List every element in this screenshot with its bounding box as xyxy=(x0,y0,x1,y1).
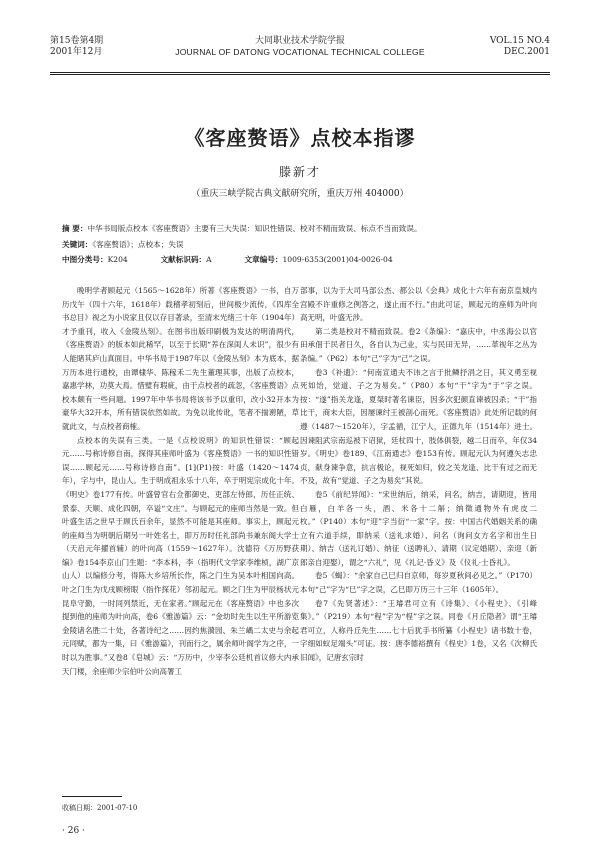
paragraph: 卷5《前纪异闻》：“宋世纳后，纳采，问名，纳吉，请期迎，皆用白雁，白羊各一头，酒、米各十二斛；纳徵通物外有虎皮二枚。”（P140）本句“迎”字当衍“一家”字。按：中国古代婚姻关系的确立有六道手续，即纳采（送礼求婚）、问名（询问女方名字和出生日期）、纳吉（送礼订婚）、纳征（送聘礼）、请期（议定婚期）、亲迎（新郎亲自迎娶），谓之“六礼”，见《礼记·昏义》及《仪礼·士昏礼》。 xyxy=(300,489,537,567)
paragraph: 卷3《补遗》：“何南宣通夫不讳之言于批鳞抒涓之日，其义勇至视死如饴，觉道、子之为易矣。”（P80）本句“干”字为“于”字之误。按：“遂”指关龙逢，夏桀时著名谏臣，因多次犯颜直谏被囚杀；“干”指比干，商末大臣，因屡谏纣王被剖心而死。《客座赘语》此处所记载的何遵（1487～1520年），字孟循，江宁人，正德九年（1514年）进士。因谏阻武宗南巡被下诏狱，廷杖四十，肢体俱裂，越二日而卒，年仅34岁。《明史》卷189、《江南通志》卷153有传。顾起元认为何遵矢志忠贞，献身谏争意，抗言极论，视死如归，较之关龙逢、比干有过之而无不及，故有“觉道、子之为易矣”其说。 xyxy=(300,367,537,486)
header-center xyxy=(50,36,550,58)
body-column-left xyxy=(62,284,299,794)
running-header xyxy=(50,36,550,74)
header-rule-thin xyxy=(50,74,550,75)
issue-number: 第15卷第4期 xyxy=(50,36,104,46)
clc-label: 中图分类号： xyxy=(62,255,108,264)
date-en: DEC.2001 xyxy=(503,47,550,57)
volume-en: VOL.15 NO.4 xyxy=(489,36,550,46)
received-date-footnote: 收稿日期：2001-07-10 xyxy=(62,804,138,812)
keywords-text: 《客座赘语》；点校本；失误 xyxy=(92,240,184,249)
keywords xyxy=(62,238,538,251)
doc-code-label: 文献标识码： xyxy=(160,255,207,264)
article-number-value: 1009-6353(2001)04-0026-04 xyxy=(282,255,393,264)
journal-title-cn: 大同职业技术学院学报 xyxy=(254,36,345,46)
body-column-right xyxy=(300,284,537,794)
article-author: 滕新才 xyxy=(278,165,321,179)
abstract-text: 中华书局版点校本《客座赘语》主要有三大失误：知识性错误、校对不精而致误、标点不当而致误。 xyxy=(87,224,422,233)
paragraph: 点校本的失误有三类。一是《点校说明》的知识性错误：“顾起元……号称诗修自南，探得其座师叶盛为《客座赘语》一书的知识性错误……顾起元……号称诗修自南”。[1](P1)按：叶盛（1420～1474年），字与中，昆山人。生于明成祖永乐十八年，卒于明宪宗成化十年。《明史》卷177有传。叶盛曾官右佥都御史、吏部左侍郎，历任正统、景泰、天顺、成化四朝，卒谥“文庄”。与顾起元的座师当然是一致。但叶盛生活之世早于顾氏百余年，显然不可能是其座师。事实上，顾起元的座师当为明朝后期另一叶姓名士，即万历时任礼部尚书兼东阁大学士（天启元年擢首辅）的叶向高（1559～1627年）。沈德符《万历野获编》卷154李京山门生题：“李本科，李（指明代文学家李维桢，湖广京山人）以编修分考，得陈大乡培所长作，陈之门生为吴本叶相国向高。叶之门生为戊戌顾榜眼（指作探花）邻初起元。顾之门生为甲辰杨状元昆阜守勤，一时同列禁近，无在家者。”顾起元在《客座赘语》中也多次提到他的座师为叶向高，卷6《雅游篇》云：“金幼时先生以生平所游览金陵诸名胜二十处，各著诗纪之……因约焦漪园、朱兰嵎二太史与余起元同赋，都为一集，曰《雅游篇》，刊而行之，属余师叶阁学为之序，一时以为胜事。”又卷8《皂城》云：“万历中，少宰李公廷机首议修大内承天门楼，余座师少宗伯叶公向高署工 xyxy=(62,435,299,676)
article-title: 《客座赘语》点校本指谬 xyxy=(184,126,416,150)
doc-code-value: A xyxy=(206,255,212,264)
paragraph: 卷7《先贤著述》：“王璿君可立有《诗集》、《小程史》、《引峰集》。”（P219）本句“程”字为“桯”字之误。同卷《月丘隐者》谓“王璿君可立，人称丹丘先生……七十后犹手书所纂《小桯史》诸书数十卷，字细如蚁足端头”可证。按：唐李德裕撰有《桯史》1卷，又名《次柳氏旧闻》，记唐玄宗时 xyxy=(300,598,537,663)
classification-line xyxy=(62,253,538,266)
paragraph: 第二类是校对不精而致误。卷2《条编》：“嘉庆中，中丞海公以官田承佃于民者日久，各自认为己业，实与民田无异，……革视年之丛为条编。”（P62）本句“己”字为“己”之误。 xyxy=(300,326,537,363)
issue-date: 2001年12月 xyxy=(50,47,103,57)
paragraph: 晚明学者顾起元（1565～1628年）所著《客座赘语》一书，自万历戊午（四十六年，1618年）载稽孝初刻后，世间极少流传，《四库全书总目》视之为小说家且仅以存目著录，至清末光绪三十年（1904年）才予重刊，收入《金陵丛刻》。在图书出版印刷极为发达的明清两代，《客座赘语》的版本如此稀罕，以至于长期“养在深闺人未识”，很少有人能睹其庐山真面目。中华书局于1987年以《金陵丛刻》本为底本，据万历本进行通校，由谭棣华、陈稼禾二先生董理其事，出版了点校本，嘉惠学林，功莫大焉。惜璧有瑕疵，由于点校者的疏忽，《客座赘语》点校本颇有一些问题。1997年中华书局将该书予以重印，改小32开本为豪华大32开本，所有错误依然如故。为免以讹传讹，笔者不揣谫陋，草就此文，与点校者商榷。 xyxy=(62,286,299,431)
author-affiliation: （重庆三峡学院古典文献研究所，重庆万州 404000） xyxy=(191,189,409,199)
footnote-rule xyxy=(62,796,122,797)
header-right xyxy=(490,36,550,58)
clc-value: K204 xyxy=(107,255,128,264)
page-number: · 26 · xyxy=(62,826,85,836)
paragraph: 部事，以为于大司马部公杰、都公以《会典》成化十六年有南京皇城内宫殿不许重修之例答之，遂止而不行。”由此可证，顾起元的座师为叶向高无明，叶盛无涉。 xyxy=(300,286,537,323)
article-number-label: 文章编号： xyxy=(244,255,283,264)
header-rule xyxy=(50,72,550,73)
abstract xyxy=(62,222,538,235)
paragraph: 卷5《蝎》：“余家自己巳归自京师，每岁夏秋间必见之。”（P170）本句“己”字为“巳”字之误，乙巳即万历三十三年（1605年）。 xyxy=(300,571,537,595)
keywords-label: 关键词： xyxy=(62,240,93,249)
journal-title-en: JOURNAL OF DATONG VOCATIONAL TECHNICAL COLLEGE xyxy=(175,47,425,57)
abstract-label: 摘 要： xyxy=(62,224,88,233)
